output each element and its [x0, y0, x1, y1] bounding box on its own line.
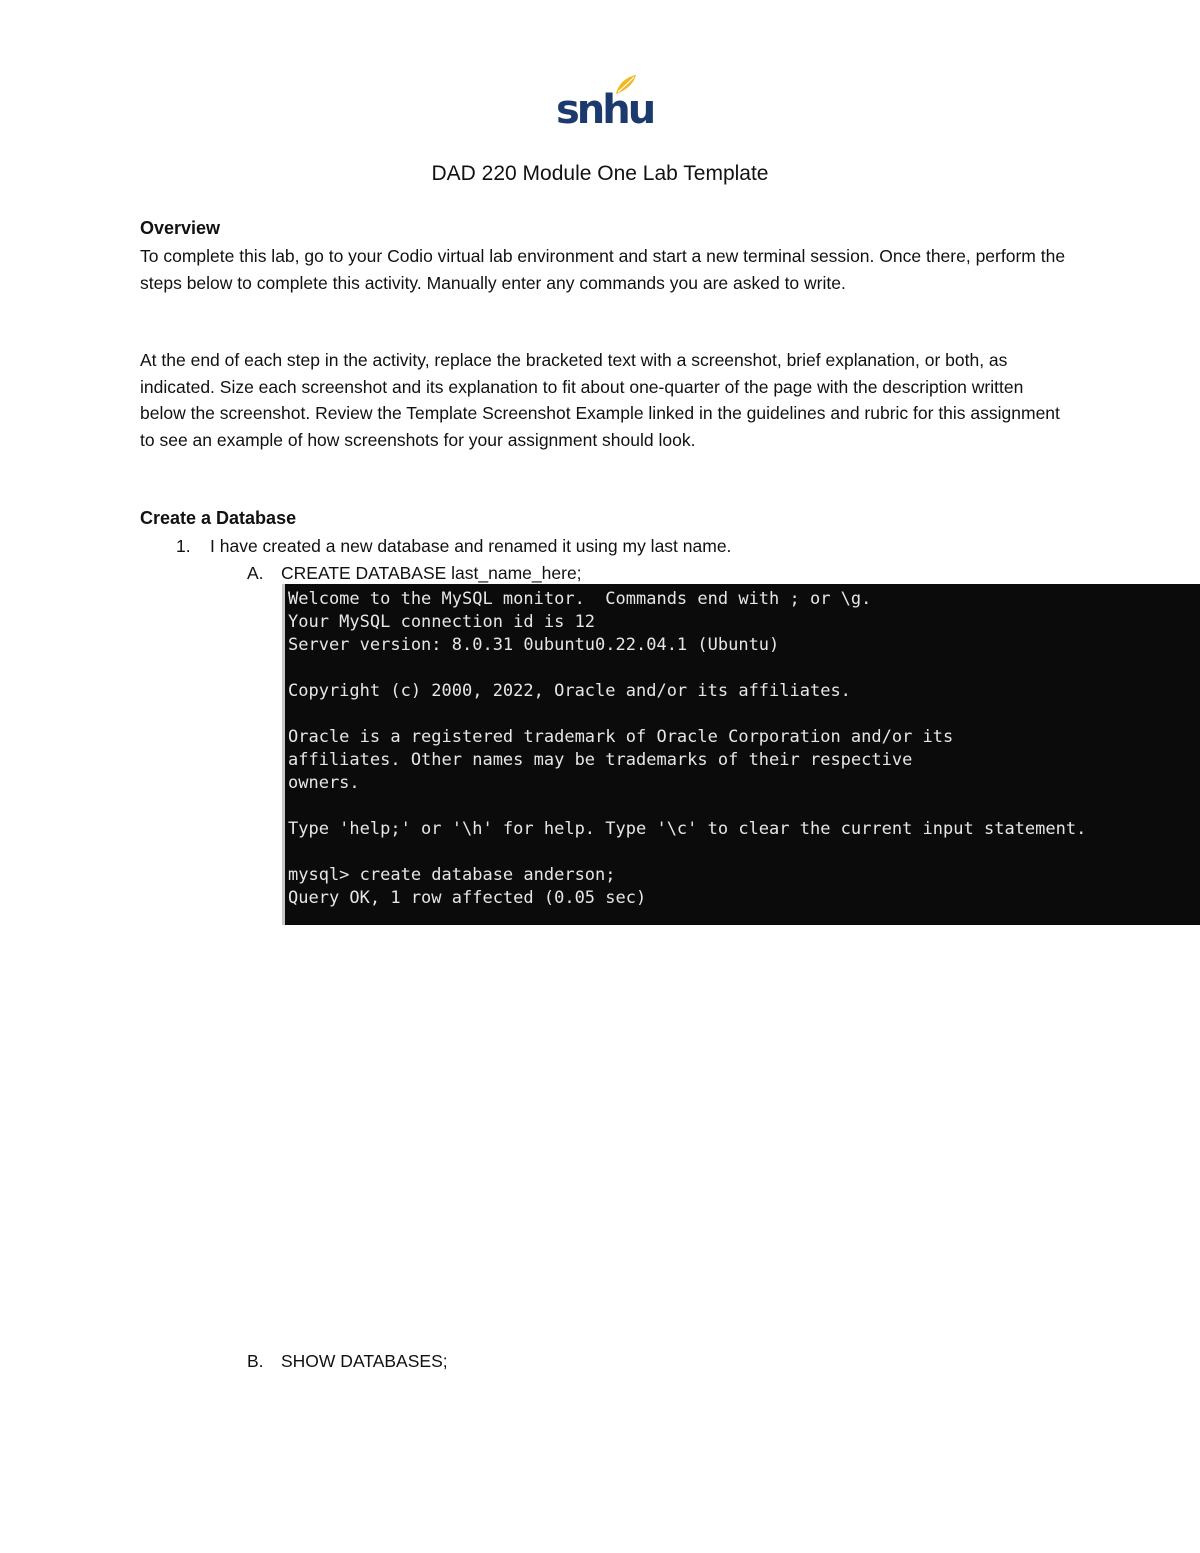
terminal-line [288, 657, 1200, 680]
terminal-line [288, 841, 1200, 864]
step-b [247, 1349, 448, 1373]
terminal-line [288, 703, 1200, 726]
logo-wordmark: snhu [556, 87, 654, 133]
step-1-text: I have created a new database and renamed it using my last name. [210, 536, 732, 556]
terminal-line: Your MySQL connection id is 12 [288, 612, 596, 632]
step-a-text: CREATE DATABASE last_name_here; [281, 563, 582, 583]
overview-paragraph-2: At the end of each step in the activity, replace the bracketed text with a screenshot, brief explanation, or both, as indicated. Size each screenshot and its explanation to fit about one-quarter of the page with the description written below the screenshot. Review the Template Screenshot Example linked in the guidelines and rubric for this assignment to see an example of how screenshots for your assignment should look. [140, 350, 1060, 450]
terminal-line: Welcome to the MySQL monitor. Commands end with ; or \g. [288, 589, 872, 609]
step-b-marker: B. [247, 1351, 264, 1371]
terminal-screenshot [282, 584, 1200, 925]
terminal-line: Server version: 8.0.31 0ubuntu0.22.04.1 (Ubuntu) [288, 635, 780, 655]
terminal-line: Oracle is a registered trademark of Oracle Corporation and/or its [288, 727, 954, 747]
step-1 [176, 534, 731, 558]
overview-paragraph-1: To complete this lab, go to your Codio virtual lab environment and start a new terminal session. Once there, perform the steps below to complete this activity. Manually enter any commands you are asked to write. [140, 246, 1066, 293]
step-a-marker: A. [247, 563, 264, 583]
terminal-line: Query OK, 1 row affected (0.05 sec) [288, 888, 647, 908]
snhu-logo [556, 74, 654, 133]
step-b-text: SHOW DATABASES; [281, 1351, 448, 1371]
step-1-marker: 1. [176, 536, 191, 556]
terminal-line [288, 795, 1200, 818]
terminal-line: Copyright (c) 2000, 2022, Oracle and/or its affiliates. [288, 681, 851, 701]
overview-heading: Overview [140, 218, 221, 238]
terminal-line: Type 'help;' or '\h' for help. Type '\c' to clear the current input statement. [288, 819, 1087, 839]
section-heading: Create a Database [140, 508, 297, 528]
terminal-line: owners. [288, 773, 360, 793]
terminal-line: mysql> create database anderson; [288, 865, 616, 885]
page-title: DAD 220 Module One Lab Template [431, 162, 769, 185]
step-a [247, 561, 582, 585]
terminal-line: affiliates. Other names may be trademarks of their respective [288, 750, 913, 770]
